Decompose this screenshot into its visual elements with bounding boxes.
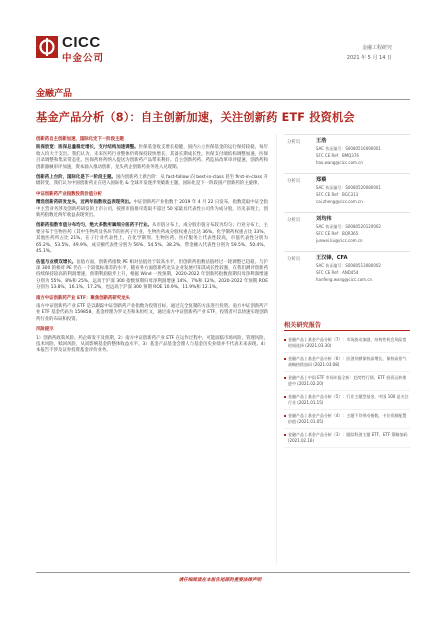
analyst-card [284, 212, 410, 251]
body-paragraph [36, 223, 268, 255]
analyst-card [284, 134, 410, 173]
related-report-link[interactable] [284, 429, 410, 448]
body-paragraph [36, 304, 268, 323]
section-heading: 中证创新药产业指数投资价值分析 [36, 191, 102, 197]
analyst-role: 分析员 [287, 257, 301, 262]
analyst-email[interactable]: cai.zheng@cicc.com.cn [316, 199, 363, 204]
related-report-link[interactable] [284, 353, 410, 372]
paragraph-lead: 创新药上台阶，国际化是下一阶段主题。 [36, 175, 116, 181]
analyst-card [284, 251, 410, 290]
logo-text-cn: 中金公司 [62, 53, 105, 64]
paragraph-text: 医保基金收支增长稳健，国内公立医保基金的运行保持较稳，每年收入均大于支出。我们认为，未来医药行业整体仍将保持较快增长，其备长期成长性。医保支付端结构调整加速，医保目录调整和集采常态化，医保药将药纳入提送为创新药产品带来利好。自主创新药药、药监局改革审评提速，创新药和创新器械审评加速，资本涌入推动创新，龙头药企创新药业务进入兑现期。 [36, 145, 268, 170]
analyst-name: 郑蔡 [316, 177, 327, 183]
analyst-sfc-ref: SFC CE Ref：BQR365 [316, 231, 359, 236]
analyst-sac-id: SAC 执证编号：S0080520080001 [316, 185, 381, 190]
analyst-name: 王浩 [316, 138, 327, 144]
analyst-email[interactable]: hao.wang@cicc.com.cn [316, 160, 363, 165]
paragraph-text: 1）创新药政策风险、药企研发不及预期，2）南方中证创新药产业 ETF 在运作过程中，可能面临市场风险、管理风险、技术风险、赎回风险，从而影响基金的整体收益水平。3）基金产品基金会理人与基金历史业绩并不代表未来表现。4）本报告不涉及证券投资基金评价业务。 [36, 335, 268, 354]
bullet-icon [284, 358, 286, 360]
related-report-link[interactable] [284, 391, 410, 410]
paragraph-text: 国内创新药上新台阶：从 fast-follow 向 best-in-class 甚至 first-in-class 升级转变，我们认为中国创新药正在进入国际化 & 全球开发逐步突破新主题，国际化是下一阶段国产创新药的主旋律。 [36, 175, 268, 187]
analyst-name: 刘均伟 [316, 216, 332, 222]
analyst-sac-id: SAC 执证编号：S0080513080002 [316, 263, 381, 268]
related-report-title: 金融产品 | 基金产品分析（3）：跟踪科创主题 ETF，ETF 策略加码 (2021.02.16) [288, 432, 408, 443]
analyst-sac-id: SAC 执证编号：S0080516090001 [316, 146, 381, 151]
paragraph-lead: 创新药指数市值分布均匀，绝大多数所属细分医药子行业。 [36, 223, 153, 229]
paragraph-text: 估值方面，创新药指数 PE 相对估值处于较高水平，但创新药指数估值经过一轮调整已趋稳，与沪深 300 的相对 PE 仍在一个较低标准差的水平，随业务方面创新药龙头企业发展可知其成长性较强，在我们测评创新药持续保持较高的利润增速，预期利润稳步上升，根据 Wind 一致预期，2020-2022 年创新药指数预期归母净利润增速分别为 55%、8%和 25%，远高于沪深 300 指数预期归母净利润增速 14%、7%和 12%。2020-2022 年预期 ROE 分别为 13.8%、16.1%、17.2%，也远高于沪深 300 预期 ROE 10.9%、11.9%和 12.1%。 [36, 259, 268, 291]
related-report-link[interactable] [284, 410, 410, 429]
section-heading: 风险提示 [36, 327, 54, 333]
paragraph-lead: 医保放宽：医保总量稳定增长，支付结构加速调整。 [36, 145, 139, 151]
related-reports-list [284, 334, 410, 448]
report-title: 基金产品分析（8）：自主创新加速，关注创新药 ETF 投资机会 [36, 111, 355, 124]
related-report-title: 金融产品 | 基金产品分析（7）：市场波动加剧，结构性机会风险宽时间选择 (2021.03.30) [288, 337, 407, 348]
section-heading: 创新药自主创新加速，国际化定下一阶段主题 [36, 137, 124, 142]
body-paragraph [36, 175, 268, 188]
paragraph-lead: 精选创新药研发龙头，近两年指数收益表现突出。 [36, 200, 134, 206]
related-report-link[interactable] [284, 334, 410, 353]
body-paragraph [36, 145, 268, 171]
bullet-icon [284, 377, 286, 379]
footer-divider [36, 572, 410, 573]
legal-disclaimer: 请仔细阅读在本报告尾部的重要法律声明 [178, 578, 262, 583]
analyst-sac-id: SAC 执证编号：S0080520120002 [316, 224, 381, 229]
body-paragraph [36, 336, 268, 355]
header-divider [36, 99, 410, 100]
analyst-role: 分析员 [287, 179, 301, 184]
related-reports-divider [284, 330, 410, 331]
document-date: 2021 年 5 月 14 日 [346, 55, 392, 61]
bullet-icon [284, 434, 286, 436]
section-heading: 南方中证创新药产业 ETF：聚焦创新药研究龙头 [36, 295, 130, 301]
body-paragraph [36, 260, 268, 292]
related-report-title: 金融产品 | 基金产品分析（4）：主题不均带动指数，卡位资源配置价值 (2021.01.05) [288, 413, 407, 424]
related-report-link[interactable] [284, 372, 410, 391]
paragraph-text: 中证创新药产业指数于 2019 年 4 月 22 日发布，指数选取中证全指中主营业务涉及创新药研发的上市公司，按照市值排序选取不超过 50 家最具代表性公司作为成分股，历史表现上，创新药指数近两年收益表现突出。 [36, 200, 268, 219]
related-report-title: 金融产品 | 中国 ETF 市场年报全析：趋势性行情，ETF 投资运转推进中 (2021.02.20) [288, 375, 407, 386]
analyst-sfc-ref: SFC CE Ref：AND454 [316, 270, 359, 275]
analyst-email[interactable]: junwei.liu@cicc.com.cn [316, 238, 363, 243]
cicc-logo-icon [36, 36, 58, 58]
analyst-name: 王汉锋，CFA [316, 255, 348, 261]
related-report-title: 金融产品 | 基金产品分析（5）：行业主题型基金，中国 100 是关注行业 (2021.01.15) [288, 394, 409, 405]
paragraph-text: 南方中证创新药产业 ETF 是以跟踪中证创新药产业指数为投资目标，通过完全复制的方法进行投资。南方中证创新药产业 ETF 基金代码为 159858，基金经理为罗文杰和朱恒红文，通过南方中证创新药产业 ETF，投资者可以快速实现创新药行业的布局和投资。 [36, 303, 268, 322]
report-body [36, 134, 268, 359]
paragraph-lead: 估值与业绩双增长。 [36, 259, 77, 265]
analyst-card [284, 173, 410, 212]
report-category: 金融产品 [36, 89, 73, 99]
analyst-role: 分析员 [287, 218, 301, 223]
analyst-role: 分析员 [287, 140, 301, 145]
analyst-sfc-ref: SFC CE Ref：BGC313 [316, 192, 359, 197]
related-report-title: 金融产品 | 基金产品分析（6）：医创份额保持高增长，保持高景气战略持续加码 (2021.03.08) [288, 356, 407, 367]
body-paragraph [36, 200, 268, 219]
column-divider [276, 134, 277, 564]
related-reports-title: 相关研究报告 [284, 322, 322, 329]
document-type: 金融工程研究 [361, 45, 392, 51]
paragraph-text: 从市值分布上，成分股市值分布较为均匀；行业分布上，主要分布于生物医药（其中生物药及各环节的医药子行业，生物医药成分股权重占比达 36%。化学制药权重占比 33%，其他医药所占比 21%。在子行业代表性上，在化学制剂、生物医药、医疗服务上代表性较高，市值代表性分别为 65.2%、53.5%、49.9%，成交额代表性分别为 56%、54.5%、38.2%，带金额入代表性分别为 59.5%、50.4%、45.1%。 [36, 223, 268, 255]
analyst-sfc-ref: SFC CE Ref：BMQ376 [316, 153, 359, 158]
analyst-list [284, 134, 410, 290]
analyst-email[interactable]: hanfeng.wang@cicc.com.cn [316, 277, 373, 282]
bullet-icon [284, 396, 286, 398]
logo-text-en: CICC [62, 34, 101, 51]
bullet-icon [284, 339, 286, 341]
bullet-icon [284, 415, 286, 417]
